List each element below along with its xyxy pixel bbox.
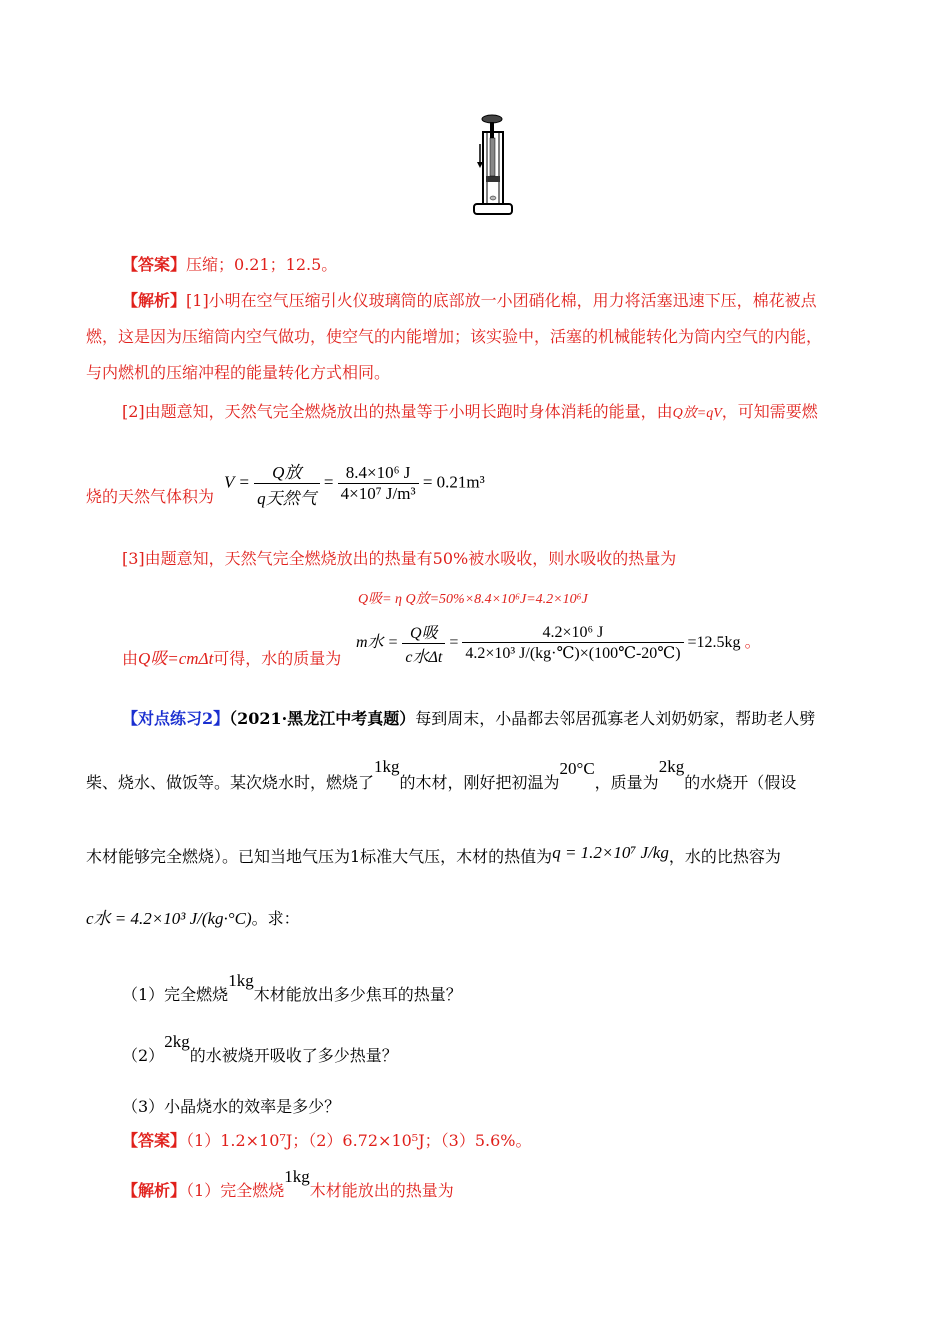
heat-equation-inline: Q吸=cmΔt [138, 649, 214, 668]
q1-a: （1）完全燃烧 [122, 985, 229, 1004]
exercise-line-4-b: 。求： [251, 909, 300, 928]
p2-text-a: [2]由题意知，天然气完全燃烧放出的热量等于小明长跑时身体消耗的能量，由 [122, 402, 673, 421]
q2-mass-math: 2kg [164, 1032, 190, 1051]
heat-absorbed-formula: Q吸= η Q放=50%×8.4×10⁶J=4.2×10⁶J [358, 592, 588, 607]
analysis-line-3: 与内燃机的压缩冲程的能量转化方式相同。 [86, 363, 391, 382]
mass-end: 。 [744, 634, 761, 652]
answer-tag: 【答案】 [122, 255, 187, 274]
exercise-line-3-a: 木材能够完全燃烧）。已知当地气压为1标准大气压，木材的热值为 [86, 847, 553, 866]
volume-fraction-symbolic [254, 458, 320, 509]
exercise-tag: 【对点练习2】 [122, 709, 230, 728]
question-3: （3）小晶烧水的效率是多少？ [122, 1097, 341, 1116]
analysis-line-2: 燃，这是因为压缩筒内空气做功，使空气的内能增加；该实验中，活塞的机械能转化为筒内空气的内能， [86, 327, 823, 346]
volume-lhs: V = [224, 472, 250, 492]
analysis-p4-line [122, 648, 341, 670]
mass-lhs: m水 = [356, 634, 399, 652]
wood-mass-math: 1kg [374, 757, 400, 776]
volume-num-numeric: 8.4×10⁶ J [338, 463, 419, 484]
question-2 [122, 1032, 398, 1067]
question-1 [122, 971, 462, 1006]
specific-heat-math: c水 = 4.2×10³ J/(kg·°C) [86, 909, 252, 928]
answer-2-tag: 【答案】 [122, 1131, 187, 1150]
exercise-text: 每到周末，小晶都去邻居孤寡老人刘奶奶家，帮助老人劈 [415, 709, 816, 728]
exercise-line-2-a: 柴、烧水、做饭等。某次烧水时，燃烧了 [86, 773, 375, 792]
volume-num-symbolic: Q放 [254, 458, 320, 484]
volume-result: = 0.21m³ [422, 472, 485, 492]
volume-den-numeric: 4×10⁷ J/m³ [340, 484, 416, 503]
analysis-text: [1]小明在空气压缩引火仪玻璃筒的底部放一小团硝化棉，用力将活塞迅速下压，棉花被点 [186, 291, 817, 310]
p4-text-a: 由 [122, 649, 139, 668]
exercise-line-1 [122, 708, 815, 730]
volume-den-symbolic: q天然气 [257, 489, 317, 508]
exercise-line-3 [86, 843, 781, 868]
analysis-2-tag: 【解析】 [122, 1181, 187, 1200]
analysis-p2-line-2: 烧的天然气体积为 [86, 487, 215, 506]
exercise-line-3-b: ，水的比热容为 [668, 847, 781, 866]
q2-a: （2） [122, 1046, 165, 1065]
mass-formula: m水 = $\frac{\text{Q吸}}{\text{c水Δt}}$ = $\frac{\text{4.2×10⁶ J}}{\text{4.2×10³ J/(kg·℃)×(100℃-20℃)}}$ =12.5kg 。 [356, 620, 761, 667]
q1-mass-math: 1kg [228, 971, 254, 990]
mass-result: =12.5kg [687, 634, 741, 652]
mass-num-symbolic: Q吸 [402, 620, 445, 644]
mass-fraction-symbolic [402, 620, 445, 667]
volume-fraction-numeric [338, 463, 419, 504]
p4-text-b: 可得，水的质量为 [213, 649, 342, 668]
mass-den-numeric: 4.2×10³ J/(kg·℃)×(100℃-20℃) [465, 645, 681, 662]
exercise-line-2-c: ，质量为 [594, 773, 659, 792]
mass-fraction-numeric [462, 624, 683, 663]
answer-line [122, 254, 337, 276]
analysis-2-mass-math: 1kg [284, 1167, 310, 1186]
exercise-line-2-d: 的水烧开（假设 [684, 773, 797, 792]
p2-text-b: ，可知需要燃 [721, 402, 818, 421]
heat-value-math: q = 1.2×10⁷ J/kg [552, 843, 669, 862]
analysis-line-1 [122, 290, 817, 312]
exercise-line-4 [86, 908, 300, 930]
analysis-2-a: （1）完全燃烧 [186, 1181, 285, 1200]
analysis-2-b: 木材能放出的热量为 [309, 1181, 454, 1200]
volume-formula: V = $\frac{\text{Q放}}{\text{q天然气}}$ = $\frac{\text{8.4×10⁶ J}}{\text{4×10⁷ J/m³}}$ = 0.21m³ [224, 458, 485, 509]
exercise-source: （2021·黑龙江中考真题） [229, 709, 416, 728]
mass-den-symbolic: c水Δt [405, 649, 443, 666]
water-mass-math: 2kg [658, 757, 685, 776]
q2-b: 的水被烧开吸收了多少热量？ [189, 1046, 398, 1065]
initial-temp-math: 20°C [559, 759, 595, 778]
analysis-2-line [122, 1167, 454, 1202]
q1-b: 木材能放出多少焦耳的热量？ [253, 985, 462, 1004]
air-compression-igniter-figure [472, 112, 514, 218]
answer-2-text: （1）1.2×10⁷J；（2）6.72×10⁵J；（3）5.6%。 [186, 1131, 532, 1150]
heat-formula-inline: Q放=qV [672, 406, 722, 421]
exercise-line-2 [86, 757, 797, 794]
analysis-p2-line-1 [122, 401, 818, 425]
mass-num-numeric: 4.2×10⁶ J [462, 624, 683, 643]
analysis-tag: 【解析】 [122, 291, 187, 310]
answer-text: 压缩；0.21；12.5。 [186, 255, 338, 274]
analysis-p3-line-1: [3]由题意知，天然气完全燃烧放出的热量有50%被水吸收，则水吸收的热量为 [122, 549, 677, 568]
exercise-line-2-b: 的木材，刚好把初温为 [399, 773, 560, 792]
answer-2-line [122, 1130, 531, 1152]
